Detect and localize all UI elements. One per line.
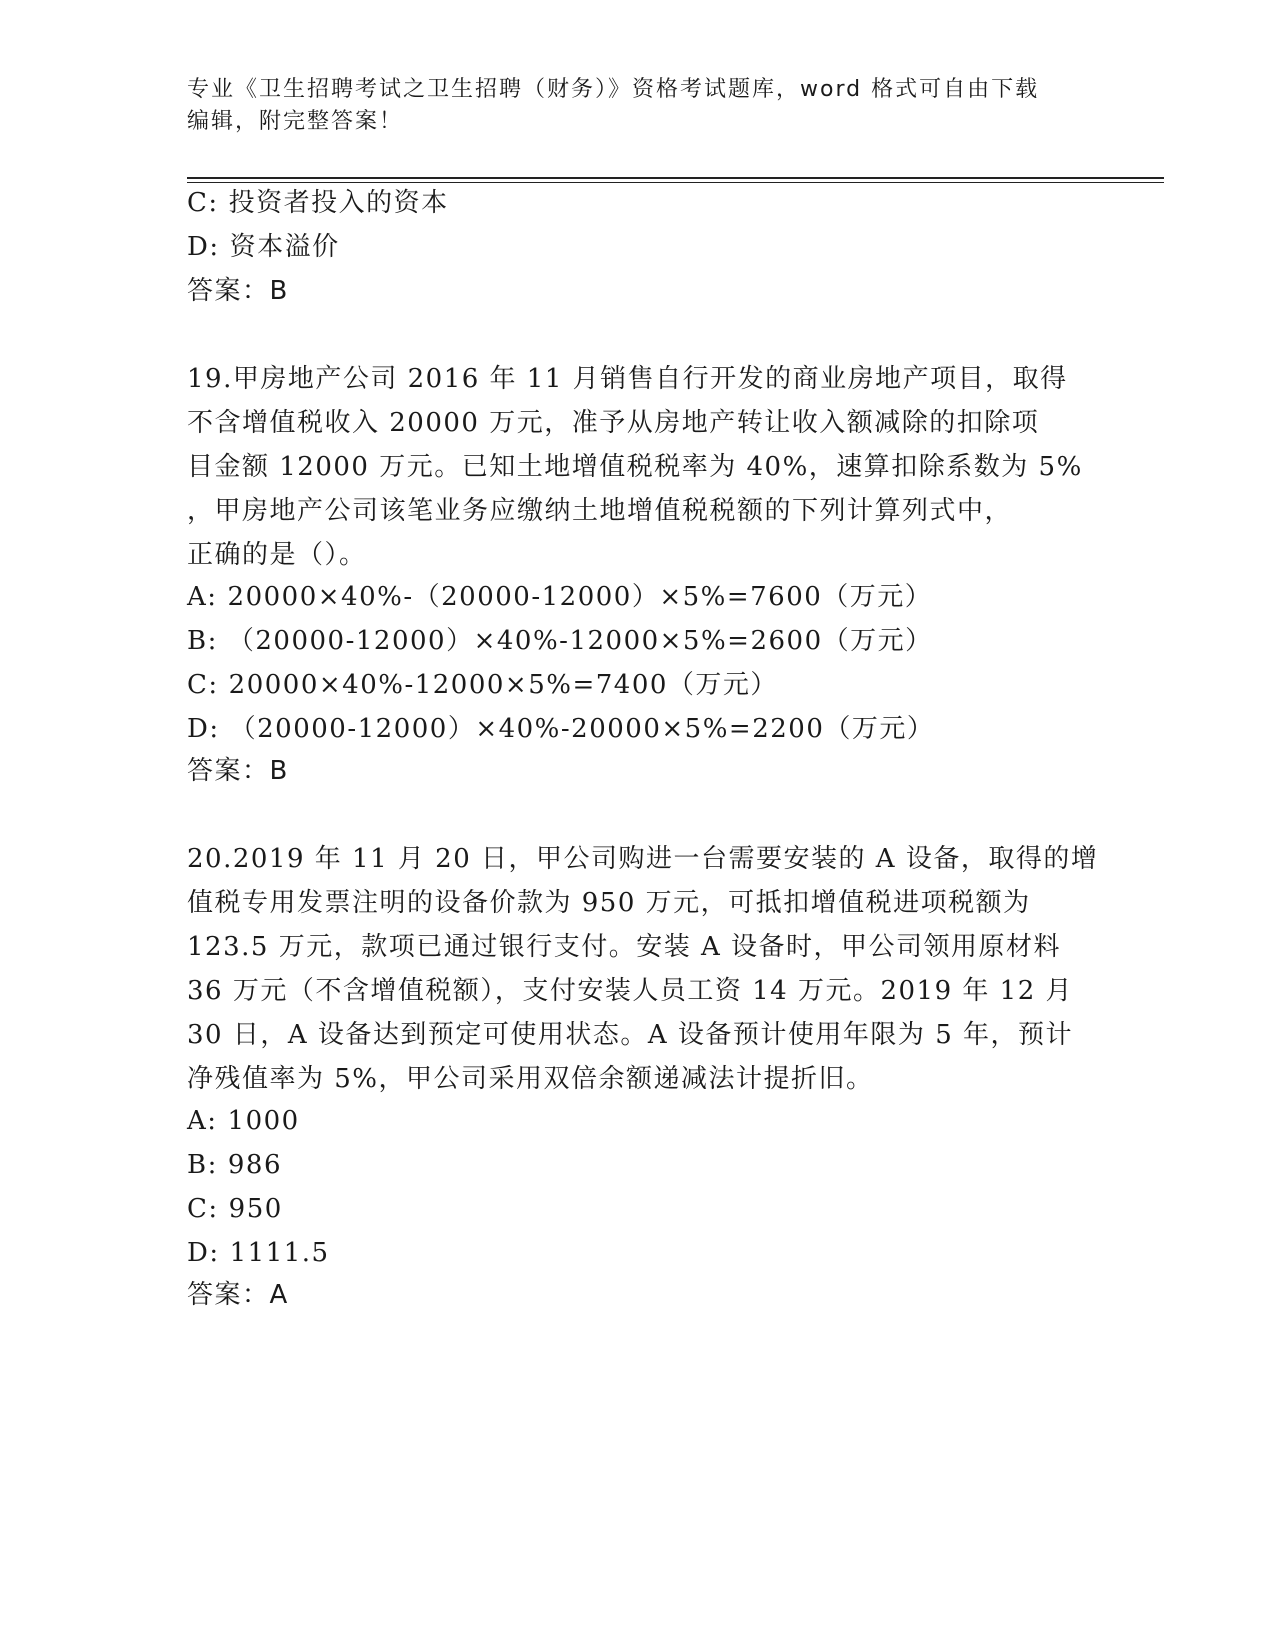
q19-option-b: B: （20000-12000）×40%-12000×5%=2600（万元） [187,626,933,656]
q20-text-line: 36 万元（不含增值税额），支付安装人员工资 14 万元。2019 年 12 月 [187,976,1074,1006]
q19-text-line: 正确的是（）。 [187,540,367,570]
q20-text-line: 123.5 万元，款项已通过银行支付。安装 A 设备时，甲公司领用原材料 [187,932,1062,962]
q19-answer: 答案：B [187,756,289,786]
document-header [187,74,1077,138]
q19-text-line: 19.甲房地产公司 2016 年 11 月销售自行开发的商业房地产项目，取得 [187,364,1068,394]
header-divider [187,177,1164,179]
q19-text-line: 目金额 12000 万元。已知土地增值税税率为 40%，速算扣除系数为 5% [187,452,1083,482]
header-line-2: 编辑，附完整答案！ [187,109,404,134]
q20-text-line: 值税专用发票注明的设备价款为 950 万元，可抵扣增值税进项税额为 [187,888,1031,918]
q20-option-b: B: 986 [187,1150,283,1180]
q20-text-line: 净残值率为 5%，甲公司采用双倍余额递减法计提折旧。 [187,1064,874,1094]
header-divider-thin [187,182,1164,183]
q20-option-c: C: 950 [187,1194,283,1224]
q20-text-line: 30 日，A 设备达到预定可使用状态。A 设备预计使用年限为 5 年，预计 [187,1020,1074,1050]
q19-option-c: C: 20000×40%-12000×5%=7400（万元） [187,670,778,700]
prev-option-c: C: 投资者投入的资本 [187,188,449,218]
q20-option-d: D: 1111.5 [187,1238,330,1268]
q19-option-d: D: （20000-12000）×40%-20000×5%=2200（万元） [187,714,935,744]
header-line-1: 专业《卫生招聘考试之卫生招聘（财务）》资格考试题库，word 格式可自由下载 [187,77,1040,102]
q20-text-line: 20.2019 年 11 月 20 日，甲公司购进一台需要安装的 A 设备，取得的增 [187,844,1099,874]
prev-option-d: D: 资本溢价 [187,232,340,262]
q19-text-line: ，甲房地产公司该笔业务应缴纳土地增值税税额的下列计算列式中， [187,496,1013,526]
prev-answer: 答案：B [187,276,289,306]
q19-text-line: 不含增值税收入 20000 万元，准予从房地产转让收入额减除的扣除项 [187,408,1040,438]
q20-answer: 答案：A [187,1280,289,1310]
q19-option-a: A: 20000×40%-（20000-12000）×5%=7600（万元） [187,582,933,612]
q20-option-a: A: 1000 [187,1106,300,1136]
